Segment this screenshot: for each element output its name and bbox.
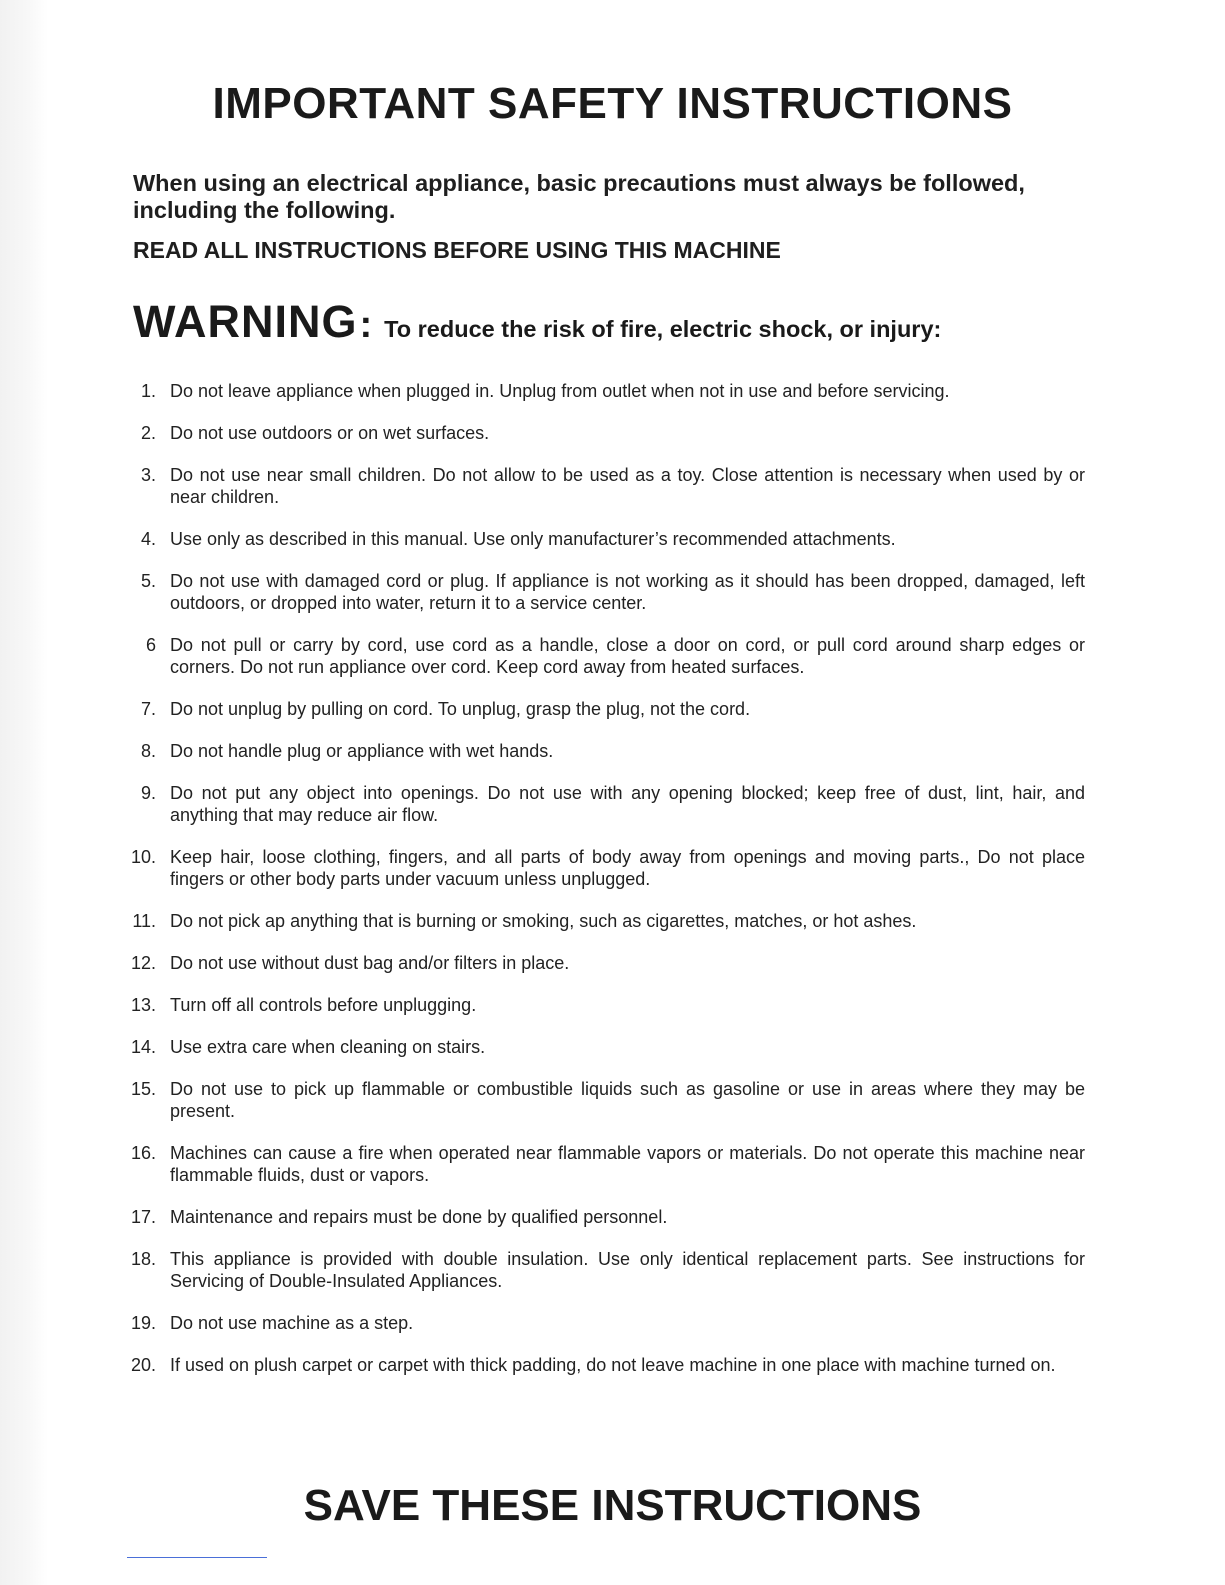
instruction-number: 17. [130, 1207, 156, 1227]
instruction-text: Do not use outdoors or on wet surfaces. [170, 423, 490, 443]
page-bottom-rule [127, 1557, 267, 1558]
instruction-item [130, 1312, 1085, 1334]
instruction-number: 15. [130, 1079, 156, 1099]
instruction-text: Use only as described in this manual. Use only manufacturer’s recommended attachments. [170, 529, 896, 549]
instruction-item [130, 1078, 1085, 1122]
instruction-text: Do not use machine as a step. [170, 1313, 414, 1333]
instruction-number: 12. [130, 953, 156, 973]
instruction-item [130, 528, 1085, 550]
instruction-item [130, 1248, 1085, 1292]
instruction-number: 19. [130, 1313, 156, 1333]
instruction-number: 20. [130, 1355, 156, 1375]
instruction-item [130, 952, 1085, 974]
instruction-text: If used on plush carpet or carpet with thick padding, do not leave machine in one place with machine turned on. [170, 1355, 1056, 1375]
instruction-number: 13. [130, 995, 156, 1015]
instruction-number: 1. [140, 381, 156, 401]
instruction-number: 9. [140, 783, 156, 803]
instruction-item [130, 994, 1085, 1016]
instruction-text: Turn off all controls before unplugging. [170, 995, 477, 1015]
instruction-item [130, 380, 1085, 402]
instruction-item [130, 698, 1085, 720]
precautions-statement: When using an electrical appliance, basic precautions must always be followed, including the following. [133, 170, 1025, 223]
instruction-item [130, 910, 1085, 932]
instruction-text: Do not use with damaged cord or plug. If appliance is not working as it should has been dropped, damaged, left outdoors, or dropped into water, return it to a service center. [170, 571, 1085, 613]
instruction-text: Do not use without dust bag and/or filters in place. [170, 953, 570, 973]
instruction-text: Do not handle plug or appliance with wet hands. [170, 741, 554, 761]
instruction-number: 3. [140, 465, 156, 485]
instruction-item [130, 1354, 1085, 1376]
instruction-text: This appliance is provided with double insulation. Use only identical replacement parts. See instructions for Servicing of Double-Insulated Appliances. [170, 1249, 1085, 1291]
instruction-text: Do not use near small children. Do not allow to be used as a toy. Close attention is necessary when used by or near children. [170, 465, 1085, 507]
instruction-item [130, 634, 1085, 678]
instruction-item [130, 570, 1085, 614]
instruction-text: Do not put any object into openings. Do not use with any opening blocked; keep free of dust, lint, hair, and anything that may reduce air flow. [170, 783, 1085, 825]
read-all-notice: READ ALL INSTRUCTIONS BEFORE USING THIS MACHINE [133, 237, 781, 263]
instruction-text: Use extra care when cleaning on stairs. [170, 1037, 486, 1057]
instruction-item [130, 846, 1085, 890]
instruction-number: 14. [130, 1037, 156, 1057]
instruction-item [130, 1206, 1085, 1228]
instruction-number: 2. [140, 423, 156, 443]
save-instructions-footer: SAVE THESE INSTRUCTIONS [303, 1481, 922, 1530]
instruction-number: 8. [140, 741, 156, 761]
instruction-text: Do not pull or carry by cord, use cord as a handle, close a door on cord, or pull cord around sharp edges or corners. Do not run appliance over cord. Keep cord away from heated surfaces. [170, 635, 1085, 677]
instruction-number: 18. [130, 1249, 156, 1269]
instruction-text: Machines can cause a fire when operated near flammable vapors or materials. Do not operate this machine near flammable fluids, dust or vapors. [170, 1143, 1085, 1185]
instruction-number: 5. [140, 571, 156, 591]
instruction-item [130, 464, 1085, 508]
warning-colon: : [359, 304, 373, 346]
instruction-text: Maintenance and repairs must be done by qualified personnel. [170, 1207, 668, 1227]
instruction-text: Do not unplug by pulling on cord. To unplug, grasp the plug, not the cord. [170, 699, 751, 719]
instruction-number: 4. [140, 529, 156, 549]
instruction-number: 10. [130, 847, 156, 867]
instruction-item [130, 1036, 1085, 1058]
instruction-item [130, 740, 1085, 762]
warning-label: WARNING [133, 296, 358, 347]
warning-text: To reduce the risk of fire, electric shock, or injury: [384, 316, 942, 342]
instruction-text: Do not use to pick up flammable or combustible liquids such as gasoline or use in areas where they may be present. [170, 1079, 1085, 1121]
instruction-number: 16. [130, 1143, 156, 1163]
instruction-text: Keep hair, loose clothing, fingers, and all parts of body away from openings and moving parts., Do not place fingers or other body parts under vacuum unless unplugged. [170, 847, 1085, 889]
warning-heading [133, 296, 941, 348]
instruction-number: 6 [145, 635, 156, 655]
instruction-item [130, 1142, 1085, 1186]
instruction-number: 11. [132, 911, 156, 931]
instruction-text: Do not leave appliance when plugged in. Unplug from outlet when not in use and before servicing. [170, 381, 950, 401]
instruction-item [130, 782, 1085, 826]
page-title: IMPORTANT SAFETY INSTRUCTIONS [212, 79, 1013, 128]
instruction-list [130, 380, 1085, 1396]
scan-edge-shadow [0, 0, 48, 1585]
instruction-text: Do not pick ap anything that is burning or smoking, such as cigarettes, matches, or hot ashes. [170, 911, 917, 931]
instruction-item [130, 422, 1085, 444]
instruction-number: 7. [140, 699, 156, 719]
